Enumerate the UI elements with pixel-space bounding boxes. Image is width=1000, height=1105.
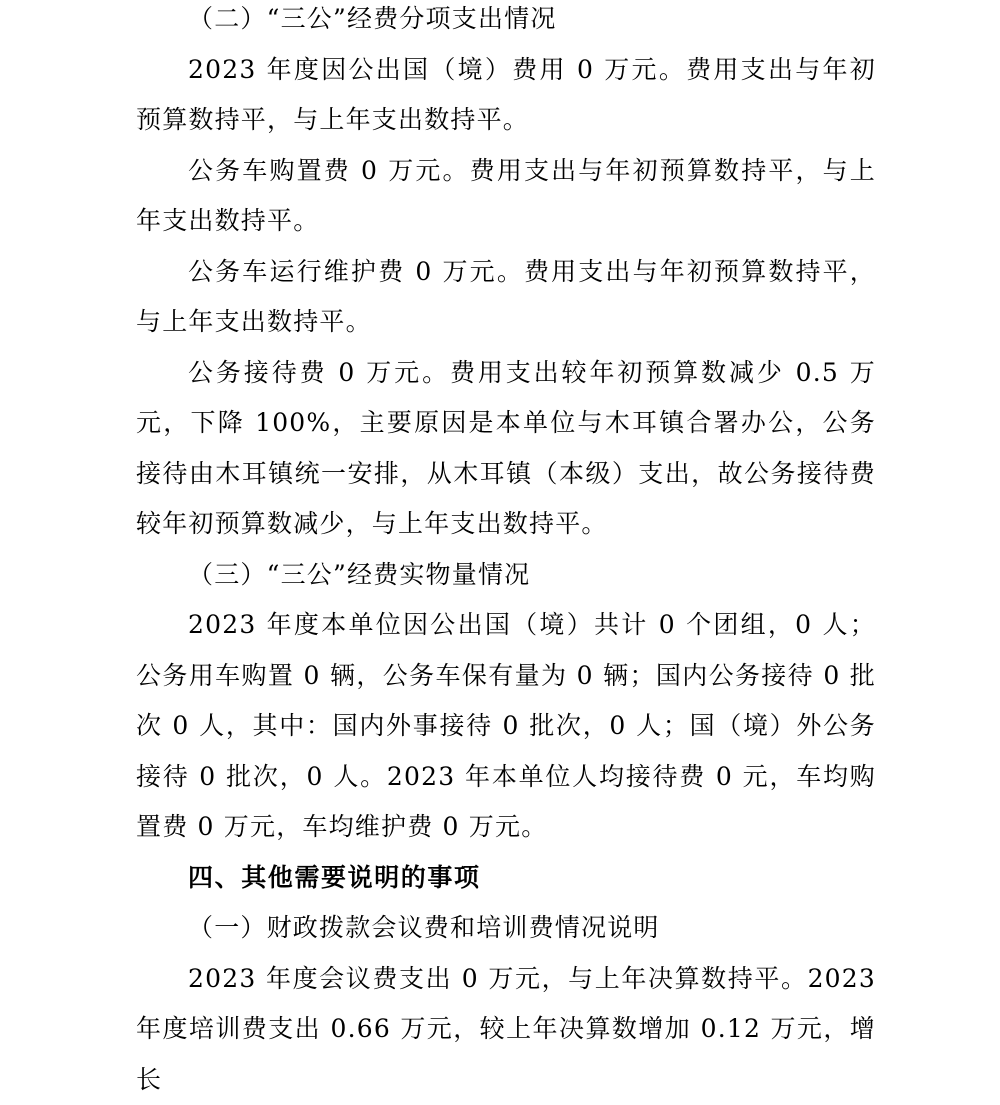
section-heading-physical-quantity: （三）“三公”经费实物量情况 — [136, 550, 876, 601]
section-heading-meeting-training: （一）财政拨款会议费和培训费情况说明 — [136, 903, 876, 954]
paragraph-meeting-training: 2023 年度会议费支出 0 万元，与上年决算数持平。2023 年度培训费支出 0.66 万元，较上年决算数增加 0.12 万元，增长 — [136, 954, 876, 1105]
paragraph-vehicle-maintenance: 公务车运行维护费 0 万元。费用支出与年初预算数持平，与上年支出数持平。 — [136, 247, 876, 348]
paragraph-official-reception: 公务接待费 0 万元。费用支出较年初预算数减少 0.5 万元，下降 100%，主要原因是本单位与木耳镇合署办公，公务接待由木耳镇统一安排，从木耳镇（本级）支出，故公务接待费较年初预算数减少，与上年支出数持平。 — [136, 348, 876, 550]
section-heading-other-matters: 四、其他需要说明的事项 — [136, 853, 876, 904]
paragraph-physical-quantity: 2023 年度本单位因公出国（境）共计 0 个团组，0 人；公务用车购置 0 辆，公务车保有量为 0 辆；国内公务接待 0 批次 0 人，其中：国内外事接待 0 批次，0 人；国（境）外公务接待 0 批次，0 人。2023 年本单位人均接待费 0 元，车均购置费 0 万元，车均维护费 0 万元。 — [136, 600, 876, 853]
section-heading-three-public-breakdown: （二）“三公”经费分项支出情况 — [136, 0, 876, 45]
paragraph-overseas-travel: 2023 年度因公出国（境）费用 0 万元。费用支出与年初预算数持平，与上年支出数持平。 — [136, 45, 876, 146]
document-page — [136, 0, 876, 1105]
paragraph-vehicle-purchase: 公务车购置费 0 万元。费用支出与年初预算数持平，与上年支出数持平。 — [136, 146, 876, 247]
